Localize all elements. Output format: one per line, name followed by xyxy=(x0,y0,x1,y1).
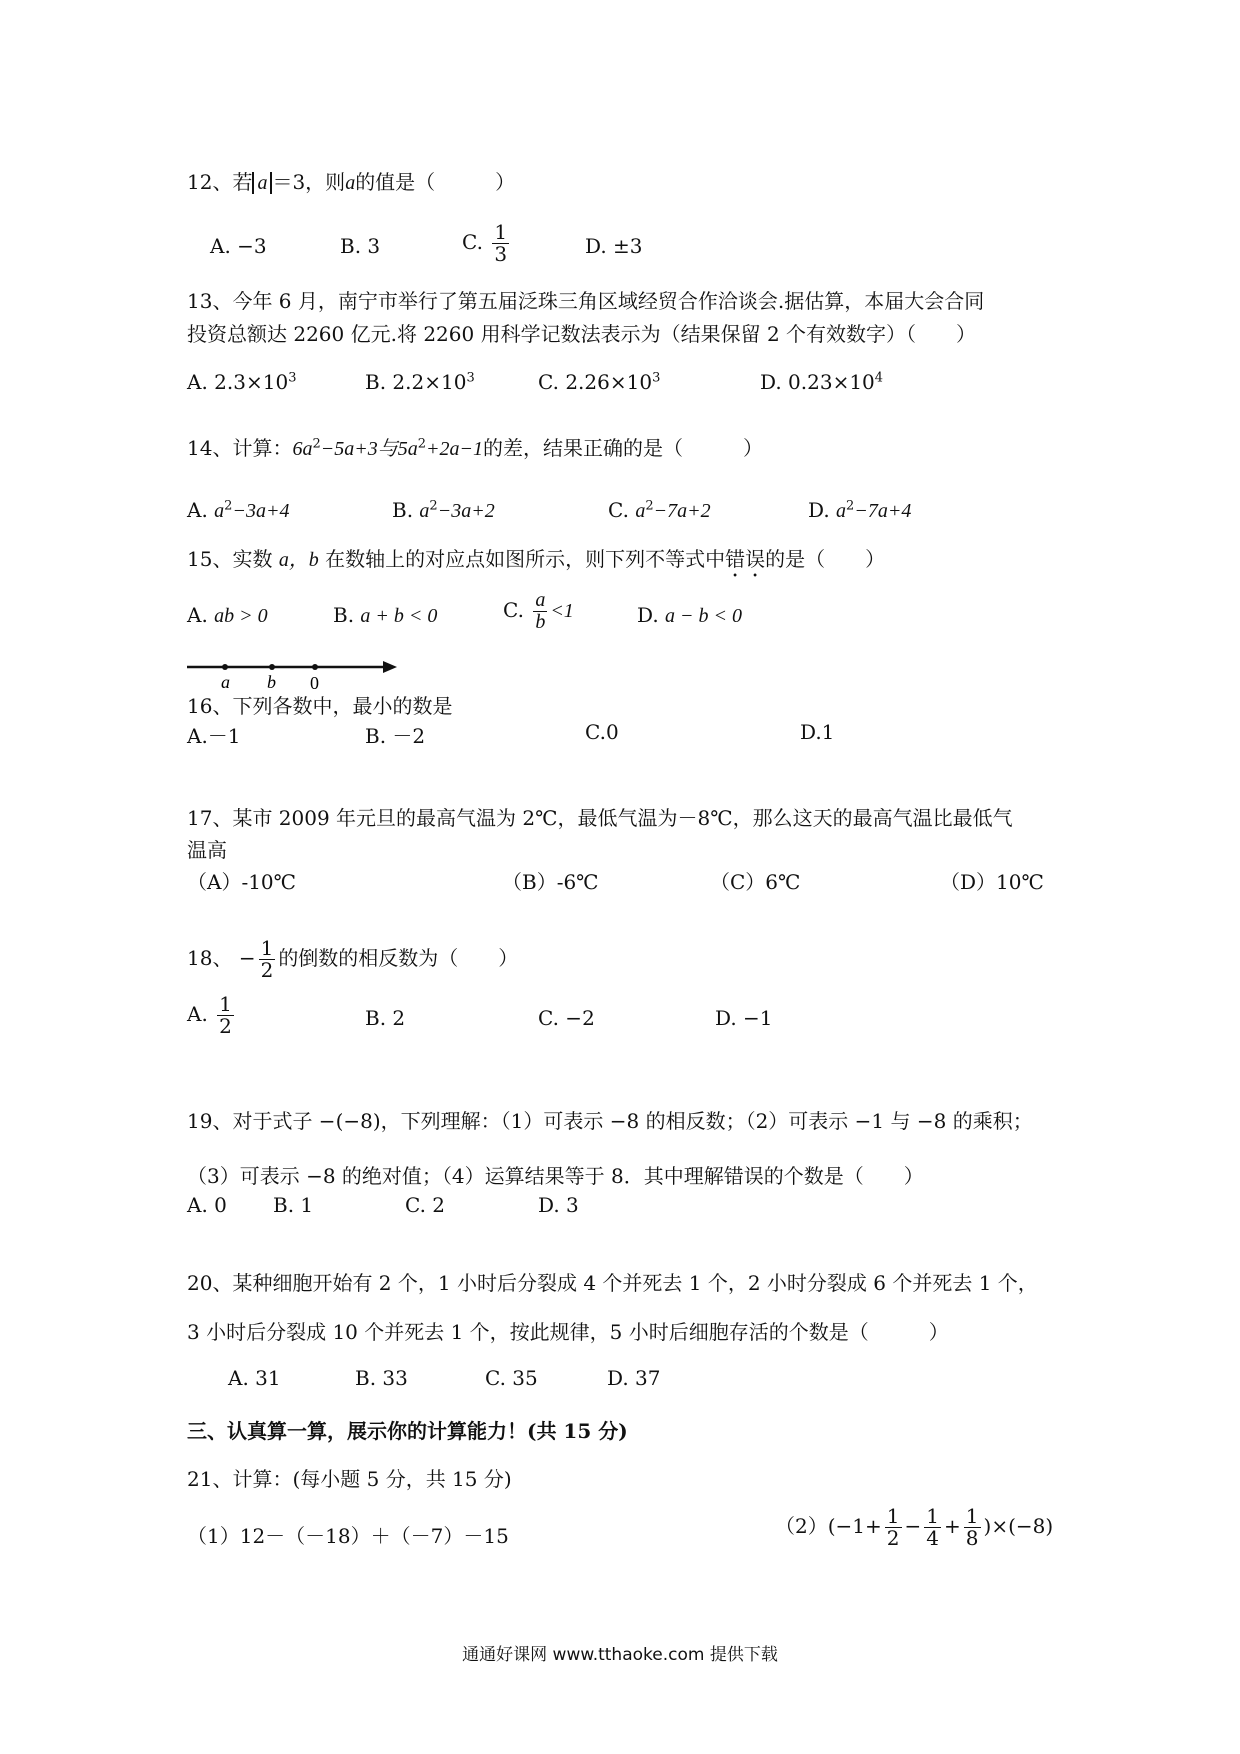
number-line-point-0 xyxy=(312,664,318,670)
number-line-label-b: b xyxy=(267,672,276,692)
q16-option-d[interactable]: D.1 xyxy=(800,720,835,744)
q13-option-b[interactable]: B. $2.2\times 10^3$ xyxy=(365,370,475,394)
q19-option-a[interactable]: A. 0 xyxy=(187,1193,227,1217)
q17-option-c[interactable]: （C）6℃ xyxy=(710,870,801,894)
q15-option-c-fraction: $\frac{a}{b}$ xyxy=(535,589,546,633)
q21-part1: （1）12－（－18）＋（－7）－15 xyxy=(187,1524,509,1548)
q17-option-a[interactable]: （A）-10℃ xyxy=(187,870,297,894)
q12-option-c-label: C. xyxy=(462,230,483,254)
q15-number-line xyxy=(185,656,405,692)
q12-option-b[interactable]: B. 3 xyxy=(340,234,381,258)
q15-option-c[interactable]: C. $\frac{a}{b}$ <1 xyxy=(503,589,574,633)
q20-line1: 20、某种细胞开始有 2 个，1 小时后分裂成 4 个并死去 1 个，2 小时分裂成 6 个并死去 1 个， xyxy=(187,1271,1038,1295)
q12-eq: ＝3，则 xyxy=(272,170,346,194)
q12-option-c[interactable] xyxy=(462,222,512,265)
q20-option-d[interactable]: D. 37 xyxy=(607,1366,661,1390)
q13-line2: 投资总额达 2260 亿元.将 2260 用科学记数法表示为（结果保留 2 个有效数字）（ ） xyxy=(187,322,977,346)
q18-option-d[interactable]: D. −1 xyxy=(715,1006,773,1030)
q16-stem: 16、下列各数中，最小的数是 xyxy=(187,694,453,718)
section-3-heading: 三、认真算一算，展示你的计算能力！(共 15 分) xyxy=(187,1419,628,1443)
q15-option-b[interactable]: B. a + b < 0 xyxy=(333,603,438,627)
q12-var: a xyxy=(345,172,356,194)
q15-stem: 15、实数 a，b 在数轴上的对应点如图所示，则下列不等式中错误的是（ ） xyxy=(187,547,886,571)
q12-option-d[interactable]: D. ±3 xyxy=(585,234,643,258)
q20-line2: 3 小时后分裂成 10 个并死去 1 个，按此规律，5 小时后细胞存活的个数是（ ） xyxy=(187,1320,949,1344)
q18-option-c[interactable]: C. −2 xyxy=(538,1006,595,1030)
q12-abs-var: a xyxy=(252,172,272,194)
q15-option-d[interactable]: D. a − b < 0 xyxy=(637,603,743,627)
q18-fraction: $\frac{1}{2}$ xyxy=(260,936,274,982)
q19-line2: （3）可表示 −8 的绝对值；（4）运算结果等于 8．其中理解错误的个数是（ ） xyxy=(187,1164,924,1188)
q20-option-a[interactable]: A. 31 xyxy=(228,1366,281,1390)
q16-option-a[interactable]: A.－1 xyxy=(187,724,241,748)
q14-option-d[interactable]: D. $a^2-7a+4$ xyxy=(808,498,912,522)
number-line-arrow xyxy=(383,661,397,673)
q18-stem: 18、 − $\frac{1}{2}$ 的倒数的相反数为（ ） xyxy=(187,936,519,982)
number-line-point-a xyxy=(222,664,228,670)
q18-option-a[interactable]: A. $\frac{1}{2}$ xyxy=(187,992,232,1038)
number-line-label-0: 0 xyxy=(310,673,319,692)
q18-option-b[interactable]: B. 2 xyxy=(365,1006,406,1030)
q15-emphasis: 错误 xyxy=(725,547,766,571)
q18-option-a-fraction: $\frac{1}{2}$ xyxy=(219,992,232,1038)
q12-stem xyxy=(187,166,515,195)
q20-option-c[interactable]: C. 35 xyxy=(485,1366,538,1390)
q13-option-a[interactable]: A. $2.3\times 10^3$ xyxy=(187,370,297,394)
q19-option-c[interactable]: C. 2 xyxy=(405,1193,446,1217)
number-line-label-a: a xyxy=(221,672,230,692)
q12-suffix: 的值是（ ） xyxy=(355,170,516,194)
q17-option-d[interactable]: （D）10℃ xyxy=(940,870,1044,894)
q12-option-c-fraction: $\frac{1}{3}$ xyxy=(494,220,508,266)
q19-option-b[interactable]: B. 1 xyxy=(273,1193,314,1217)
q12-prefix: 12、若 xyxy=(187,170,253,194)
q20-option-b[interactable]: B. 33 xyxy=(355,1366,408,1390)
q16-option-c[interactable]: C.0 xyxy=(585,720,619,744)
q21-stem: 21、计算：(每小题 5 分，共 15 分) xyxy=(187,1467,512,1491)
q14-stem: 14、计算：$6a^2-5a+3$与$5a^2+2a-1$的差，结果正确的是（ ） xyxy=(187,436,764,460)
q21-part2: （2）(−1+ $\frac{1}{2}$ − $\frac{1}{4}$ + $\frac{1}{8}$ )×(−8) xyxy=(775,1504,1054,1550)
q13-line1: 13、今年 6 月，南宁市举行了第五届泛珠三角区域经贸合作洽谈会.据估算，本届大会合同 xyxy=(187,289,985,313)
page-footer: 通通好课网 www.tthaoke.com 提供下载 xyxy=(462,1645,778,1665)
q13-option-c[interactable]: C. $2.26\times 10^3$ xyxy=(538,370,661,394)
q14-option-c[interactable]: C. $a^2-7a+2$ xyxy=(608,498,711,522)
q15-option-a[interactable]: A. ab > 0 xyxy=(187,603,268,627)
q14-option-a[interactable]: A. $a^2-3a+4$ xyxy=(187,498,290,522)
q17-line1: 17、某市 2009 年元旦的最高气温为 2℃，最低气温为－8℃，那么这天的最高气温比最低气 xyxy=(187,806,1013,830)
q14-option-b[interactable]: B. $a^2-3a+2$ xyxy=(392,498,495,522)
q17-line2: 温高 xyxy=(187,838,227,862)
q17-option-b[interactable]: （B）-6℃ xyxy=(502,870,599,894)
number-line-point-b xyxy=(269,664,275,670)
q19-option-d[interactable]: D. 3 xyxy=(538,1193,579,1217)
q12-option-a[interactable]: A. −3 xyxy=(210,234,267,258)
q13-option-d[interactable]: D. $0.23\times 10^4$ xyxy=(760,370,884,394)
q19-line1: 19、对于式子 −(−8)，下列理解：（1）可表示 −8 的相反数；（2）可表示 −1 与 −8 的乘积； xyxy=(187,1109,1033,1133)
q16-option-b[interactable]: B. －2 xyxy=(365,724,426,748)
